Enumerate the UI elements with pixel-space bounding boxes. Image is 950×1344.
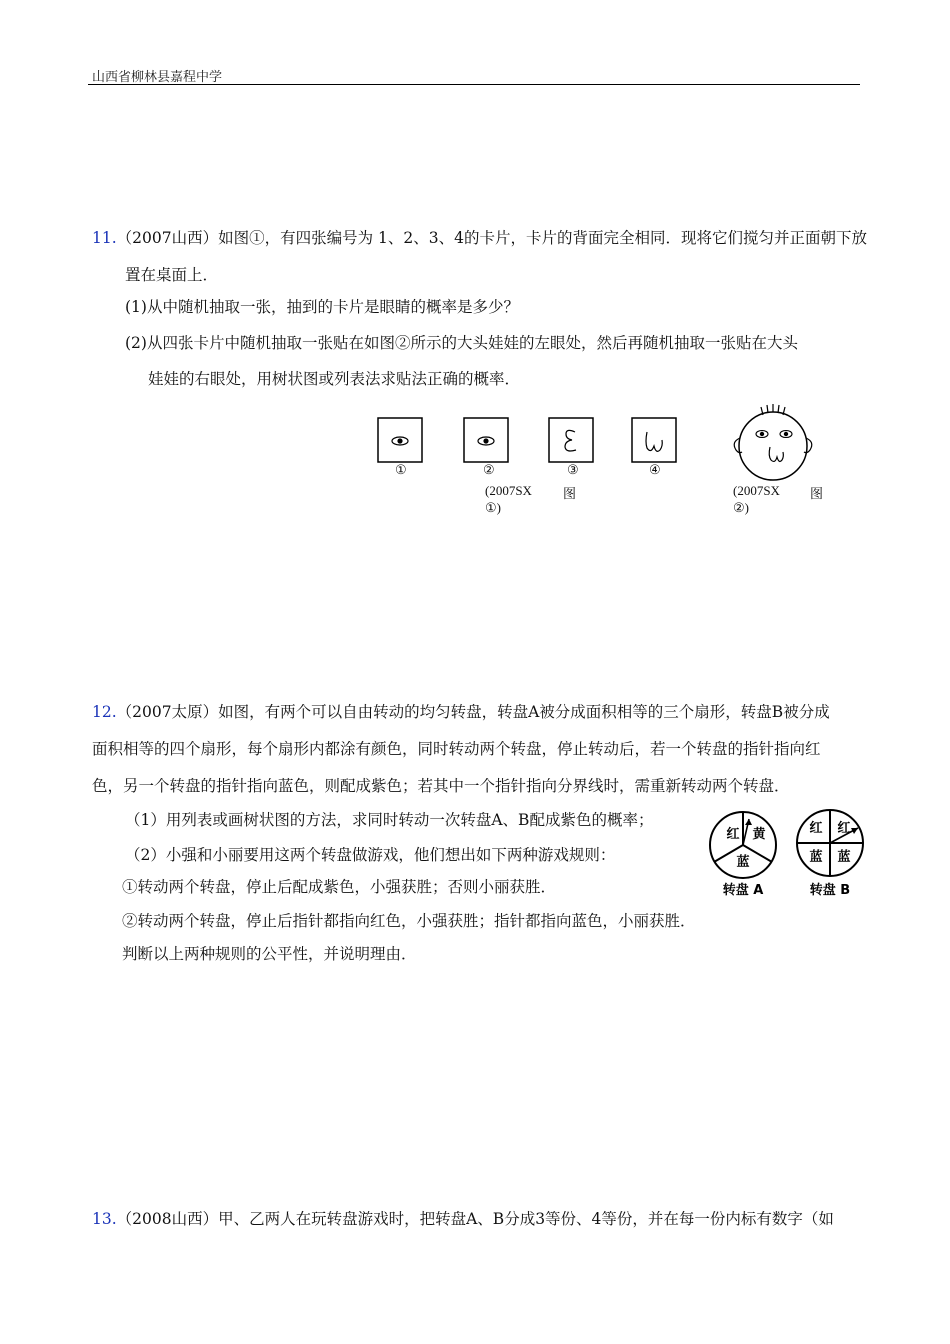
header-school: 山西省柳林县嘉程中学 xyxy=(92,70,223,85)
q13-line1-text: （2008山西）甲、乙两人在玩转盘游戏时，把转盘A、B分成3等份、4等份，并在每一份内标有数字（如 xyxy=(116,1210,834,1228)
spinner-a-sector-3: 蓝 xyxy=(736,855,750,870)
q12-rule1: ①转动两个转盘，停止后配成紫色，小强获胜；否则小丽获胜． xyxy=(122,878,557,896)
header-divider xyxy=(88,84,860,85)
spinner-b-label: 转盘 B xyxy=(809,883,851,898)
q12-sub1: （1）用列表或画树状图的方法，求同时转动一次转盘A、B配成紫色的概率； xyxy=(125,811,654,829)
card-1 xyxy=(378,418,422,462)
spinner-a-label: 转盘 A xyxy=(722,883,764,898)
card-label-1: ① xyxy=(395,462,407,477)
q11-part2a: (2)从四张卡片中随机抽取一张贴在如图②所示的大头娃娃的左眼处，然后再随机抽取一张贴在大头 xyxy=(125,334,798,352)
q12-line2: 面积相等的四个扇形，每个扇形内都涂有颜色，同时转动两个转盘，停止转动后，若一个转盘的指针指向红 xyxy=(92,740,821,758)
spinner-a xyxy=(710,812,776,898)
cards-figure xyxy=(370,410,690,480)
fig1-caption-c: ①) xyxy=(485,500,501,515)
q12-line3: 色，另一个转盘的指针指向蓝色，则配成紫色；若其中一个指针指向分界线时，需重新转动两个转盘． xyxy=(92,777,790,795)
q12-line1-text: （2007太原）如图，有两个可以自由转动的均匀转盘，转盘A被分成面积相等的三个扇形，转盘B被分成 xyxy=(116,703,830,721)
fig1-caption-a: (2007SX xyxy=(485,483,532,498)
fig2-caption-c: ②) xyxy=(733,500,749,515)
q11-part2b: 娃娃的右眼处，用树状图或列表法求贴法正确的概率． xyxy=(148,370,521,388)
q11-line2: 置在桌面上． xyxy=(125,266,219,284)
spinner-b xyxy=(797,810,863,898)
card-3 xyxy=(549,418,593,462)
q11-line1 xyxy=(92,228,867,248)
q11-part1: (1)从中随机抽取一张，抽到的卡片是眼睛的概率是多少？ xyxy=(125,298,519,316)
card-label-4: ④ xyxy=(649,462,661,477)
q12-line1 xyxy=(92,702,830,722)
card-4 xyxy=(632,418,676,462)
q12-sub2: （2）小强和小丽要用这两个转盘做游戏，他们想出如下两种游戏规则： xyxy=(125,846,616,864)
card-label-2: ② xyxy=(483,462,495,477)
fig2-caption-b: 图 xyxy=(810,486,824,501)
q13-line1 xyxy=(92,1209,834,1229)
doll-head-figure xyxy=(730,402,820,486)
spinner-b-sector-1: 红 xyxy=(809,821,823,836)
spinners-figure xyxy=(705,808,875,903)
card-label-3: ③ xyxy=(567,462,579,477)
q13-number: 13. xyxy=(92,1210,117,1228)
spinner-b-sector-4: 蓝 xyxy=(837,850,851,865)
q12-number: 12. xyxy=(92,703,117,721)
q12-rule2: ②转动两个转盘，停止后指针都指向红色，小强获胜；指针都指向蓝色，小丽获胜． xyxy=(122,912,696,930)
spinner-b-sector-3: 蓝 xyxy=(809,850,823,865)
spinner-a-sector-1: 红 xyxy=(726,827,740,842)
q11-number: 11. xyxy=(92,229,117,247)
q12-judge: 判断以上两种规则的公平性，并说明理由． xyxy=(122,945,417,963)
q11-line1-text: （2007山西）如图①，有四张编号为 1、2、3、4的卡片，卡片的背面完全相同．现将它们搅匀并正面朝下放 xyxy=(116,229,867,247)
fig1-caption-b: 图 xyxy=(563,486,577,501)
fig2-caption-a: (2007SX xyxy=(733,483,780,498)
card-2 xyxy=(464,418,508,462)
spinner-a-sector-2: 黄 xyxy=(752,827,766,842)
spinner-b-sector-2: 红 xyxy=(837,821,851,836)
